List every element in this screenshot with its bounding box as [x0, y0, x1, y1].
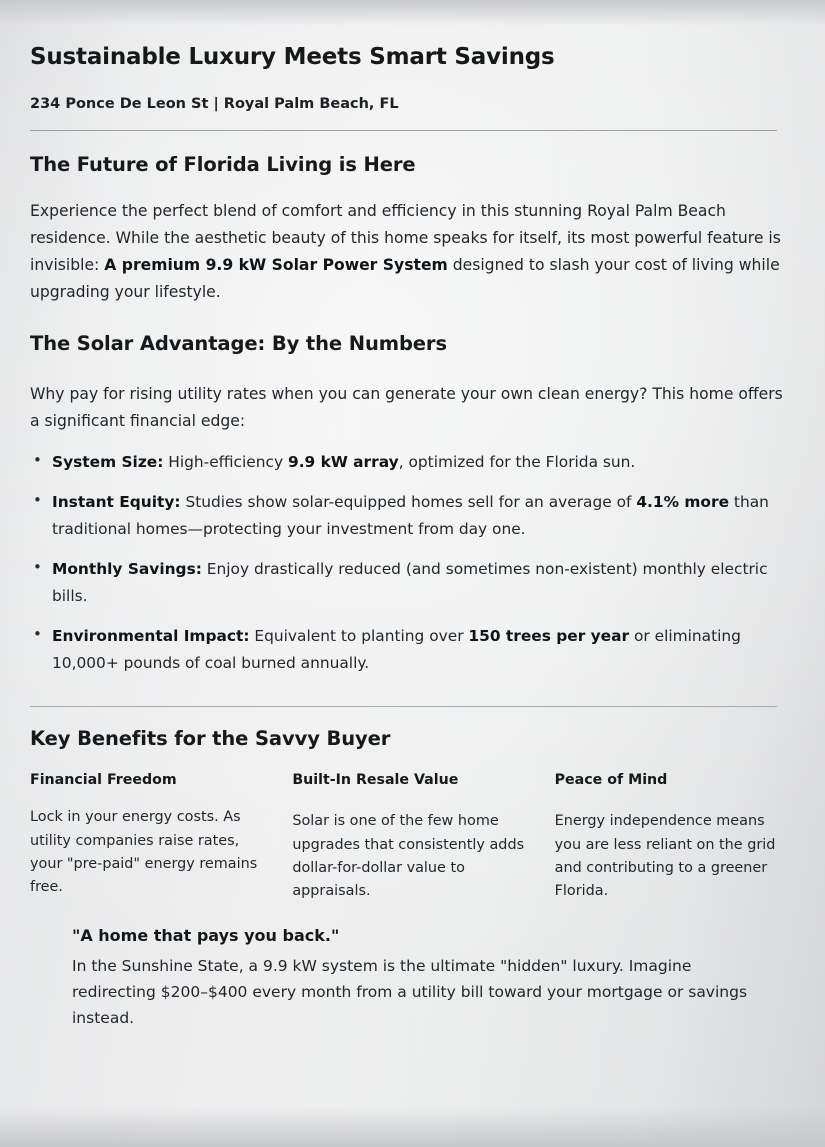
benefits-columns: [30, 772, 795, 903]
page-title: Sustainable Luxury Meets Smart Savings: [30, 44, 555, 70]
benefit-column-resale-value: [292, 772, 532, 903]
bullet-text-before: High-efficiency: [163, 452, 288, 471]
benefit-column-title: Financial Freedom: [30, 772, 177, 789]
future-paragraph-part1: Experience the perfect blend of comfort and efficiency in this stunning Royal Palm Beach residence. While the aesthetic beauty of this home speaks for itself, its most powerful feature is invisible:: [30, 202, 781, 274]
bullet-label: Environmental Impact:: [52, 627, 250, 646]
pullquote-quote: "A home that pays you back.": [72, 925, 340, 945]
list-item: [30, 449, 795, 475]
bullet-highlight: 150 trees per year: [468, 627, 630, 646]
section-heading-advantage: The Solar Advantage: By the Numbers: [30, 331, 447, 355]
list-item: [30, 556, 795, 609]
benefit-column-body: Solar is one of the few home upgrades that consistently adds dollar-for-dollar value to appraisals.: [292, 813, 525, 900]
section-heading-future: The Future of Florida Living is Here: [30, 153, 416, 176]
property-address: 234 Ponce De Leon St | Royal Palm Beach, FL: [30, 96, 399, 112]
future-paragraph-bold: A premium 9.9 kW Solar Power System: [104, 255, 448, 274]
bullet-text-before: Enjoy drastically reduced (and sometimes non-existent) monthly electric bills.: [52, 560, 768, 605]
pullquote-body: In the Sunshine State, a 9.9 kW system is the ultimate "hidden" luxury. Imagine redirecting $200–$400 every month from a utility bill toward your mortgage or savings instead.: [72, 956, 748, 1027]
future-paragraph-part2: designed to slash your cost of living while upgrading your lifestyle.: [30, 255, 780, 301]
bullet-text-after: than traditional homes—protecting your investment from day one.: [52, 493, 769, 538]
bullet-label: Monthly Savings:: [52, 560, 202, 579]
benefit-column-financial-freedom: [30, 772, 270, 903]
benefit-column-title: Built-In Resale Value: [292, 772, 459, 789]
bullet-highlight: 4.1% more: [636, 493, 730, 512]
section-heading-benefits: Key Benefits for the Savvy Buyer: [30, 727, 391, 751]
advantage-intro: Why pay for rising utility rates when you can generate your own clean energy? This home offers a significant financial edge:: [30, 384, 783, 430]
divider-top: [30, 130, 777, 131]
divider-benefits: [30, 706, 777, 707]
list-item: [30, 489, 795, 542]
benefit-column-body: Lock in your energy costs. As utility companies raise rates, your "pre-paid" energy remains free.: [30, 809, 258, 896]
bullet-label: System Size:: [52, 452, 164, 471]
pullquote: [72, 926, 772, 1031]
bullet-text-after: , optimized for the Florida sun.: [398, 452, 636, 471]
bullet-label: Instant Equity:: [52, 493, 181, 512]
bullet-text-after: or eliminating 10,000+ pounds of coal burned annually.: [52, 627, 741, 672]
bullet-text-before: Equivalent to planting over: [249, 627, 469, 646]
bullet-text-before: Studies show solar-equipped homes sell for an average of: [180, 493, 637, 512]
benefit-column-peace-of-mind: [555, 772, 795, 903]
future-paragraph: [30, 198, 795, 306]
list-item: [30, 623, 795, 676]
advantage-bullet-list: [30, 449, 795, 676]
bullet-highlight: 9.9 kW array: [287, 452, 399, 471]
benefit-column-body: Energy independence means you are less reliant on the grid and contributing to a greener Florida.: [554, 813, 776, 900]
benefit-column-title: Peace of Mind: [554, 772, 668, 789]
